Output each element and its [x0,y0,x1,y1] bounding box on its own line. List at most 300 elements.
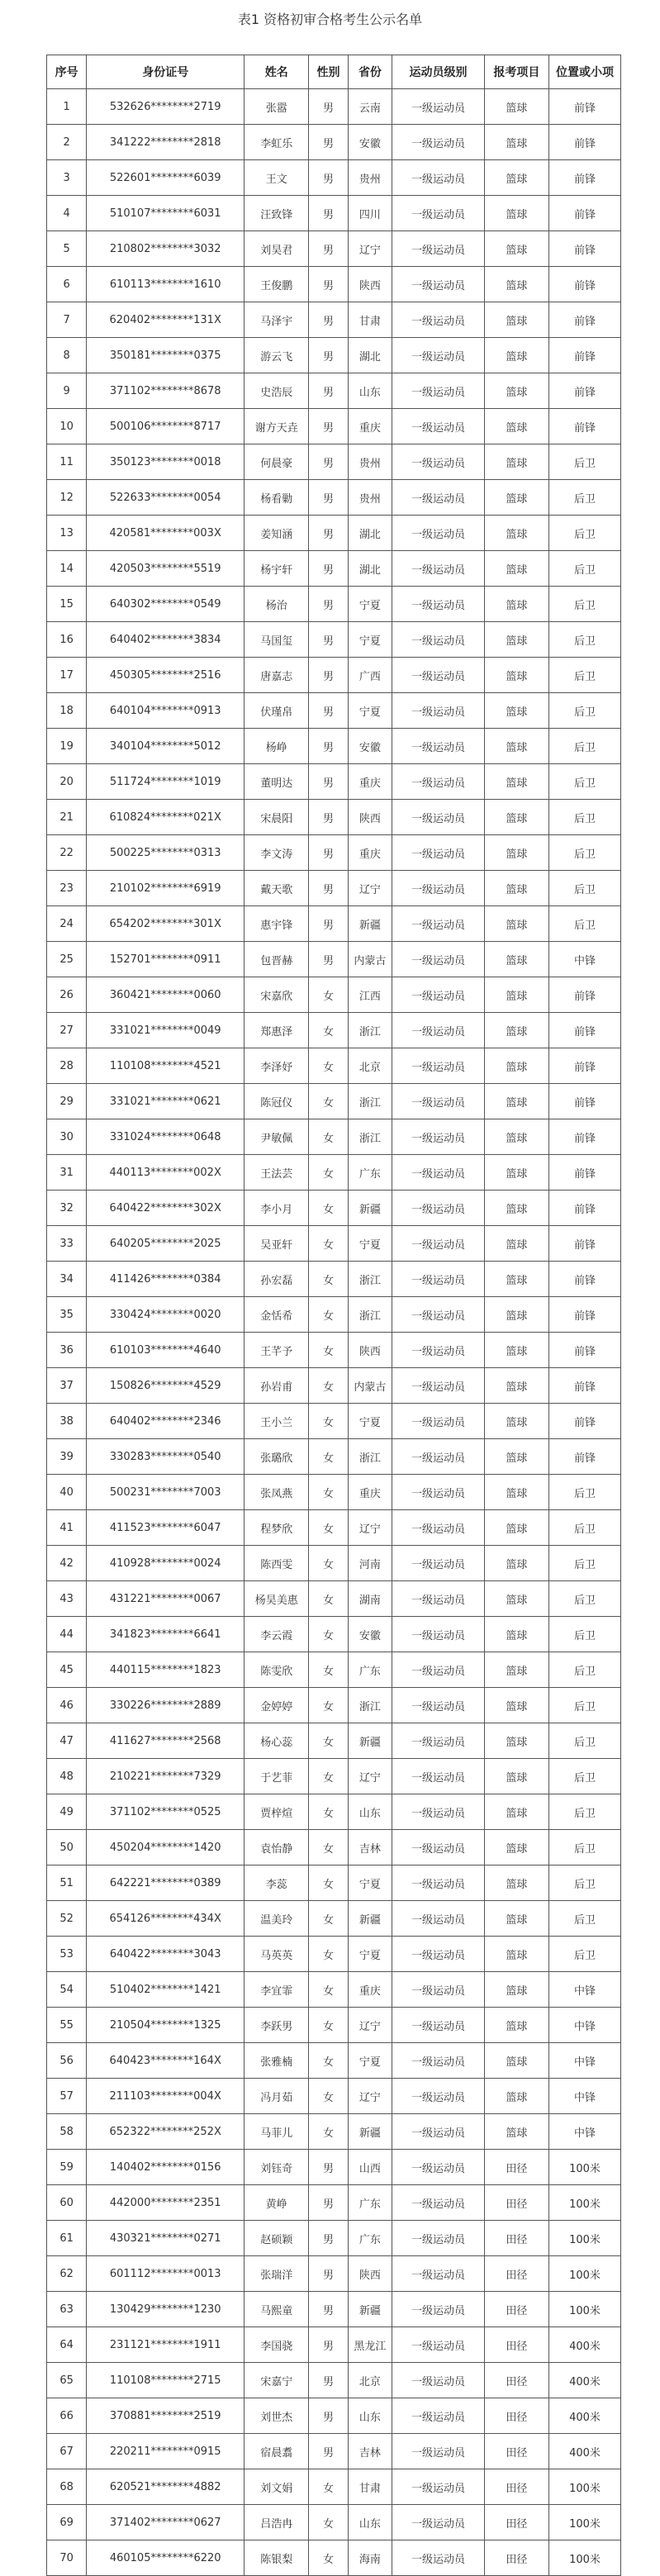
cell-gender: 女 [309,1617,348,1652]
cell-province: 浙江 [348,1013,392,1048]
cell-index: 55 [47,2008,87,2043]
cell-athlete-level: 一级运动员 [392,764,485,800]
cell-event: 篮球 [484,160,548,196]
cell-gender: 男 [309,551,348,587]
cell-event: 篮球 [484,942,548,977]
cell-id-number: 330424********0020 [87,1297,245,1333]
cell-id-number: 440115********1823 [87,1652,245,1688]
cell-index: 66 [47,2398,87,2434]
cell-name: 吴亚轩 [245,1226,309,1262]
cell-province: 新疆 [348,1191,392,1226]
table-row [47,1901,621,1937]
cell-name: 孙宏磊 [245,1262,309,1297]
cell-gender: 女 [309,1262,348,1297]
cell-id-number: 642221********0389 [87,1865,245,1901]
cell-gender: 女 [309,1510,348,1546]
cell-event: 篮球 [484,1510,548,1546]
cell-index: 1 [47,89,87,125]
cell-province: 重庆 [348,1475,392,1510]
cell-athlete-level: 一级运动员 [392,871,485,906]
cell-province: 甘肃 [348,302,392,338]
cell-index: 33 [47,1226,87,1262]
cell-name: 杨宇轩 [245,551,309,587]
cell-index: 5 [47,231,87,267]
cell-position: 后卫 [549,1937,621,1972]
cell-position: 后卫 [549,1723,621,1759]
cell-athlete-level: 一级运动员 [392,1048,485,1084]
cell-athlete-level: 一级运动员 [392,1510,485,1546]
cell-province: 重庆 [348,835,392,871]
cell-id-number: 420581********003X [87,516,245,551]
cell-index: 61 [47,2221,87,2256]
cell-name: 张璐欣 [245,1439,309,1475]
cell-athlete-level: 一级运动员 [392,444,485,480]
cell-id-number: 510107********6031 [87,196,245,231]
cell-event: 篮球 [484,1226,548,1262]
cell-gender: 男 [309,2398,348,2434]
cell-name: 冯月茹 [245,2079,309,2114]
cell-gender: 男 [309,267,348,302]
cell-position: 后卫 [549,444,621,480]
cell-province: 贵州 [348,480,392,516]
cell-gender: 男 [309,196,348,231]
cell-position: 中锋 [549,2114,621,2150]
cell-name: 尹敏佩 [245,1119,309,1155]
cell-athlete-level: 一级运动员 [392,2079,485,2114]
cell-name: 李宜霏 [245,1972,309,2008]
cell-index: 41 [47,1510,87,1546]
cell-name: 伏瑾帛 [245,693,309,729]
cell-name: 马菲儿 [245,2114,309,2150]
cell-id-number: 210221********7329 [87,1759,245,1794]
cell-athlete-level: 一级运动员 [392,1084,485,1119]
cell-name: 杨昊美惠 [245,1581,309,1617]
cell-position: 前锋 [549,1297,621,1333]
cell-index: 68 [47,2469,87,2505]
cell-id-number: 371402********0627 [87,2505,245,2540]
table-row [47,2363,621,2398]
cell-athlete-level: 一级运动员 [392,622,485,658]
cell-id-number: 500231********7003 [87,1475,245,1510]
cell-event: 田径 [484,2469,548,2505]
cell-event: 篮球 [484,480,548,516]
cell-gender: 女 [309,1048,348,1084]
cell-name: 温美玲 [245,1901,309,1937]
cell-gender: 男 [309,125,348,160]
cell-event: 篮球 [484,871,548,906]
cell-index: 69 [47,2505,87,2540]
cell-province: 湖南 [348,1581,392,1617]
cell-index: 36 [47,1333,87,1368]
cell-athlete-level: 一级运动员 [392,1830,485,1865]
cell-province: 新疆 [348,2292,392,2327]
cell-athlete-level: 一级运动员 [392,2398,485,2434]
cell-athlete-level: 一级运动员 [392,125,485,160]
cell-position: 后卫 [549,1901,621,1937]
table-row [47,1937,621,1972]
cell-athlete-level: 一级运动员 [392,516,485,551]
cell-province: 海南 [348,2540,392,2576]
cell-index: 47 [47,1723,87,1759]
cell-index: 63 [47,2292,87,2327]
cell-event: 篮球 [484,587,548,622]
cell-position: 后卫 [549,693,621,729]
cell-index: 10 [47,409,87,444]
cell-index: 13 [47,516,87,551]
cell-index: 30 [47,1119,87,1155]
cell-province: 广西 [348,658,392,693]
cell-athlete-level: 一级运动员 [392,1262,485,1297]
table-row [47,1581,621,1617]
cell-index: 2 [47,125,87,160]
cell-id-number: 522633********0054 [87,480,245,516]
cell-province: 湖北 [348,516,392,551]
table-row [47,658,621,693]
cell-event: 篮球 [484,1652,548,1688]
cell-gender: 男 [309,2363,348,2398]
cell-position: 中锋 [549,942,621,977]
cell-gender: 女 [309,2043,348,2079]
cell-province: 安徽 [348,729,392,764]
cell-name: 袁怡静 [245,1830,309,1865]
cell-name: 陈冠仪 [245,1084,309,1119]
table-row [47,1475,621,1510]
cell-index: 34 [47,1262,87,1297]
cell-position: 后卫 [549,1475,621,1510]
cell-position: 前锋 [549,196,621,231]
cell-position: 前锋 [549,1404,621,1439]
cell-index: 19 [47,729,87,764]
cell-id-number: 500225********0313 [87,835,245,871]
table-row [47,977,621,1013]
cell-id-number: 140402********0156 [87,2150,245,2185]
cell-event: 田径 [484,2505,548,2540]
cell-position: 中锋 [549,2008,621,2043]
cell-athlete-level: 一级运动员 [392,89,485,125]
cell-position: 400米 [549,2327,621,2363]
cell-gender: 男 [309,2150,348,2185]
cell-index: 62 [47,2256,87,2292]
table-row [47,2221,621,2256]
cell-event: 篮球 [484,1972,548,2008]
cell-id-number: 331021********0621 [87,1084,245,1119]
table-row [47,1439,621,1475]
cell-gender: 女 [309,1688,348,1723]
cell-province: 陕西 [348,267,392,302]
cell-gender: 男 [309,658,348,693]
cell-name: 游云飞 [245,338,309,373]
cell-gender: 女 [309,1297,348,1333]
table-row [47,551,621,587]
cell-event: 田径 [484,2150,548,2185]
cell-gender: 女 [309,1581,348,1617]
cell-athlete-level: 一级运动员 [392,1475,485,1510]
cell-id-number: 211103********004X [87,2079,245,2114]
cell-position: 前锋 [549,1048,621,1084]
cell-index: 37 [47,1368,87,1404]
cell-athlete-level: 一级运动员 [392,2114,485,2150]
cell-position: 后卫 [549,1617,621,1652]
table-row [47,2043,621,2079]
table-row [47,942,621,977]
cell-event: 篮球 [484,1048,548,1084]
cell-event: 篮球 [484,409,548,444]
table-row [47,2505,621,2540]
table-row [47,373,621,409]
cell-index: 6 [47,267,87,302]
cell-province: 贵州 [348,160,392,196]
table-row [47,1723,621,1759]
table-row [47,2185,621,2221]
table-row [47,1794,621,1830]
header-row [47,55,621,89]
cell-event: 篮球 [484,1404,548,1439]
cell-athlete-level: 一级运动员 [392,1439,485,1475]
cell-index: 24 [47,906,87,942]
cell-event: 篮球 [484,1759,548,1794]
cell-athlete-level: 一级运动员 [392,835,485,871]
cell-position: 中锋 [549,2043,621,2079]
cell-event: 篮球 [484,196,548,231]
cell-athlete-level: 一级运动员 [392,196,485,231]
cell-province: 黑龙江 [348,2327,392,2363]
cell-id-number: 370881********2519 [87,2398,245,2434]
cell-name: 唐嘉志 [245,658,309,693]
table-row [47,835,621,871]
table-row [47,1084,621,1119]
cell-index: 39 [47,1439,87,1475]
table-row [47,764,621,800]
cell-position: 前锋 [549,373,621,409]
cell-gender: 女 [309,1830,348,1865]
cell-name: 程梦欣 [245,1510,309,1546]
cell-event: 篮球 [484,2008,548,2043]
table-row [47,160,621,196]
cell-index: 32 [47,1191,87,1226]
cell-position: 后卫 [549,587,621,622]
cell-athlete-level: 一级运动员 [392,373,485,409]
cell-position: 400米 [549,2434,621,2469]
cell-province: 江西 [348,977,392,1013]
cell-id-number: 620402********131X [87,302,245,338]
cell-index: 65 [47,2363,87,2398]
cell-index: 51 [47,1865,87,1901]
cell-name: 张嚣 [245,89,309,125]
cell-id-number: 640104********0913 [87,693,245,729]
cell-id-number: 640422********3043 [87,1937,245,1972]
cell-province: 内蒙古 [348,942,392,977]
cell-id-number: 231121********1911 [87,2327,245,2363]
cell-gender: 男 [309,302,348,338]
cell-name: 杨峥 [245,729,309,764]
cell-athlete-level: 一级运动员 [392,1794,485,1830]
cell-position: 后卫 [549,835,621,871]
cell-athlete-level: 一级运动员 [392,2256,485,2292]
cell-name: 宋嘉欣 [245,977,309,1013]
cell-position: 前锋 [549,1155,621,1191]
cell-gender: 女 [309,2114,348,2150]
table-row [47,196,621,231]
table-row [47,2469,621,2505]
table-row [47,1048,621,1084]
cell-province: 广东 [348,2185,392,2221]
cell-event: 篮球 [484,1617,548,1652]
cell-id-number: 442000********2351 [87,2185,245,2221]
cell-index: 29 [47,1084,87,1119]
cell-id-number: 610113********1610 [87,267,245,302]
cell-position: 100米 [549,2469,621,2505]
cell-province: 辽宁 [348,1759,392,1794]
cell-province: 山东 [348,1794,392,1830]
cell-province: 辽宁 [348,1510,392,1546]
cell-index: 52 [47,1901,87,1937]
cell-index: 43 [47,1581,87,1617]
cell-name: 杨看勦 [245,480,309,516]
cell-position: 100米 [549,2185,621,2221]
cell-index: 54 [47,1972,87,2008]
cell-index: 28 [47,1048,87,1084]
col-header-name: 姓名 [245,55,309,89]
cell-event: 篮球 [484,267,548,302]
cell-name: 张凤燕 [245,1475,309,1510]
cell-name: 刘文娟 [245,2469,309,2505]
cell-position: 后卫 [549,622,621,658]
cell-id-number: 460105********6220 [87,2540,245,2576]
cell-id-number: 330283********0540 [87,1439,245,1475]
cell-id-number: 640423********164X [87,2043,245,2079]
cell-province: 北京 [348,1048,392,1084]
cell-event: 篮球 [484,1191,548,1226]
cell-name: 王小兰 [245,1404,309,1439]
cell-name: 马英英 [245,1937,309,1972]
cell-gender: 男 [309,338,348,373]
table-row [47,516,621,551]
cell-name: 王文 [245,160,309,196]
cell-province: 四川 [348,196,392,231]
cell-province: 陕西 [348,800,392,835]
cell-gender: 女 [309,1652,348,1688]
cell-id-number: 331021********0049 [87,1013,245,1048]
cell-gender: 男 [309,2185,348,2221]
cell-event: 篮球 [484,1155,548,1191]
cell-province: 吉林 [348,1830,392,1865]
cell-index: 27 [47,1013,87,1048]
cell-gender: 女 [309,1937,348,1972]
cell-province: 宁夏 [348,622,392,658]
cell-athlete-level: 一级运动员 [392,1937,485,1972]
cell-athlete-level: 一级运动员 [392,1652,485,1688]
cell-athlete-level: 一级运动员 [392,2327,485,2363]
cell-province: 云南 [348,89,392,125]
cell-athlete-level: 一级运动员 [392,2221,485,2256]
table-row [47,480,621,516]
cell-event: 篮球 [484,622,548,658]
cell-position: 后卫 [549,729,621,764]
cell-gender: 女 [309,1404,348,1439]
cell-position: 前锋 [549,1333,621,1368]
cell-province: 内蒙古 [348,1368,392,1404]
cell-event: 篮球 [484,1475,548,1510]
cell-athlete-level: 一级运动员 [392,587,485,622]
cell-id-number: 532626********2719 [87,89,245,125]
cell-gender: 男 [309,2256,348,2292]
table-row [47,1226,621,1262]
cell-id-number: 152701********0911 [87,942,245,977]
cell-event: 篮球 [484,373,548,409]
cell-event: 篮球 [484,1901,548,1937]
cell-id-number: 420503********5519 [87,551,245,587]
cell-province: 辽宁 [348,2079,392,2114]
table-row [47,2398,621,2434]
table-row [47,587,621,622]
cell-gender: 女 [309,2505,348,2540]
cell-position: 前锋 [549,1119,621,1155]
cell-athlete-level: 一级运动员 [392,2469,485,2505]
cell-athlete-level: 一级运动员 [392,1759,485,1794]
col-header-index: 序号 [47,55,87,89]
cell-id-number: 371102********0525 [87,1794,245,1830]
cell-id-number: 450204********1420 [87,1830,245,1865]
cell-name: 刘昊君 [245,231,309,267]
cell-index: 4 [47,196,87,231]
cell-index: 9 [47,373,87,409]
cell-province: 山西 [348,2150,392,2185]
cell-province: 宁夏 [348,1404,392,1439]
table-row [47,2150,621,2185]
cell-athlete-level: 一级运动员 [392,1972,485,2008]
cell-index: 57 [47,2079,87,2114]
cell-id-number: 410928********0024 [87,1546,245,1581]
cell-event: 篮球 [484,2043,548,2079]
cell-athlete-level: 一级运动员 [392,1226,485,1262]
cell-index: 67 [47,2434,87,2469]
cell-event: 篮球 [484,977,548,1013]
cell-id-number: 654126********434X [87,1901,245,1937]
cell-athlete-level: 一级运动员 [392,2292,485,2327]
cell-position: 后卫 [549,551,621,587]
cell-id-number: 110108********4521 [87,1048,245,1084]
cell-position: 后卫 [549,1652,621,1688]
cell-athlete-level: 一级运动员 [392,231,485,267]
cell-gender: 男 [309,516,348,551]
cell-id-number: 110108********2715 [87,2363,245,2398]
cell-index: 16 [47,622,87,658]
cell-gender: 女 [309,1119,348,1155]
cell-name: 戴天歌 [245,871,309,906]
cell-gender: 女 [309,1191,348,1226]
cell-position: 后卫 [549,480,621,516]
cell-name: 李蕊 [245,1865,309,1901]
cell-event: 篮球 [484,231,548,267]
cell-index: 17 [47,658,87,693]
cell-gender: 女 [309,2540,348,2576]
cell-athlete-level: 一级运动员 [392,658,485,693]
cell-id-number: 341222********2818 [87,125,245,160]
cell-position: 中锋 [549,2079,621,2114]
cell-position: 100米 [549,2256,621,2292]
cell-gender: 女 [309,1013,348,1048]
cell-position: 后卫 [549,658,621,693]
cell-name: 刘世杰 [245,2398,309,2434]
cell-gender: 女 [309,2469,348,2505]
cell-athlete-level: 一级运动员 [392,693,485,729]
cell-gender: 女 [309,1439,348,1475]
cell-index: 35 [47,1297,87,1333]
cell-position: 后卫 [549,800,621,835]
cell-position: 中锋 [549,1972,621,2008]
cell-name: 包晋赫 [245,942,309,977]
cell-athlete-level: 一级运动员 [392,729,485,764]
